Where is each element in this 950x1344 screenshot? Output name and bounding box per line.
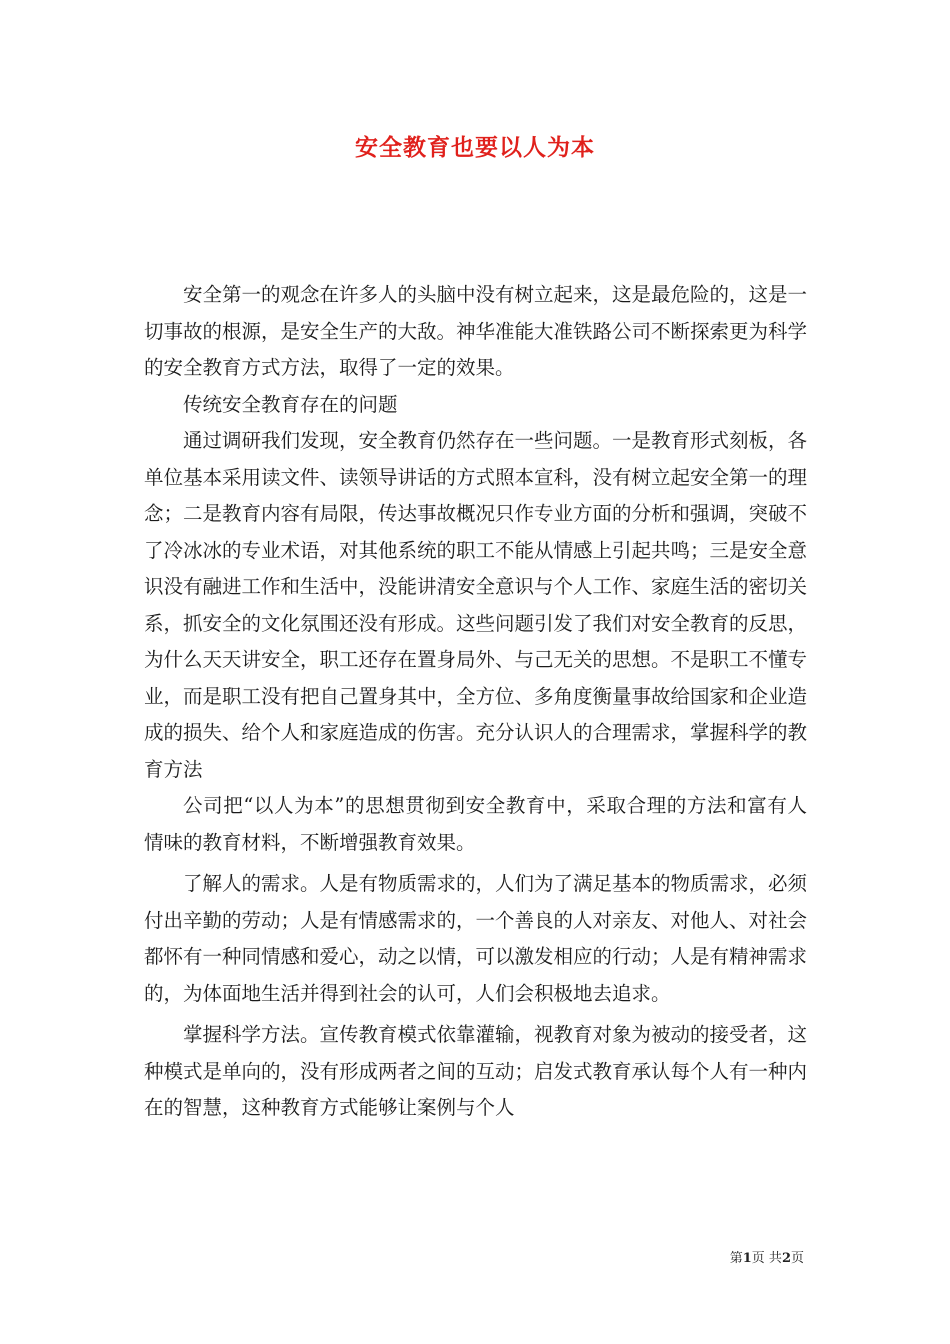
footer-middle: 页 共 (751, 1251, 782, 1266)
paragraph-people-oriented: 公司把“以人为本”的思想贯彻到安全教育中，采取合理的方法和富有人情味的教育材料，不断增强教育效果。 (144, 794, 807, 854)
paragraph-intro: 安全第一的观念在许多人的头脑中没有树立起来，这是最危险的，这是一切事故的根源，是安全生产的大敌。神华准能大准铁路公司不断探索更为科学的安全教育方式方法，取得了一定的效果。 (144, 283, 808, 379)
document-title: 安全教育也要以人为本 (355, 134, 595, 161)
paragraph-problems: 通过调研我们发现，安全教育仍然存在一些问题。一是教育形式刻板，各单位基本采用读文件、读领导讲话的方式照本宣科，没有树立起安全第一的理念；二是教育内容有局限，传达事故概况只作专业方面的分析和强调，突破不了冷冰冰的专业术语，对其他系统的职工不能从情感上引起共鸣；三是安全意识没有融进工作和生活中，没能讲清安全意识与个人工作、家庭生活的密切关系，抓安全的文化氛围还没有形成。这些问题引发了我们对安全教育的反思，为什么天天讲安全，职工还存在置身局外、与己无关的思想。不是职工不懂专业，而是职工没有把自己置身其中，全方位、多角度衡量事故给国家和企业造成的损失、给个人和家庭造成的伤害。充分认识人的合理需求，掌握科学的教育方法 (144, 429, 808, 781)
footer-suffix: 页 (790, 1251, 804, 1266)
document-body (144, 277, 807, 1127)
paragraph-understand-needs: 了解人的需求。人是有物质需求的，人们为了满足基本的物质需求，必须付出辛勤的劳动；人是有情感需求的，一个善良的人对亲友、对他人、对社会都怀有一种同情感和爱心，动之以情，可以激发相应的行动；人是有精神需求的，为体面地生活并得到社会的认可，人们会积极地去追求。 (144, 872, 808, 1005)
paragraph-scientific-methods: 掌握科学方法。宣传教育模式依靠灌输，视教育对象为被动的接受者，这种模式是单向的，没有形成两者之间的互动；启发式教育承认每个人有一种内在的智慧，这种教育方式能够让案例与个人 (144, 1023, 808, 1119)
footer-current-page: 1 (742, 1251, 752, 1266)
footer-total-pages: 2 (781, 1251, 791, 1266)
footer-prefix: 第 (729, 1251, 743, 1266)
section-heading-problems: 传统安全教育存在的问题 (183, 392, 398, 416)
page-number-footer (730, 1250, 804, 1268)
